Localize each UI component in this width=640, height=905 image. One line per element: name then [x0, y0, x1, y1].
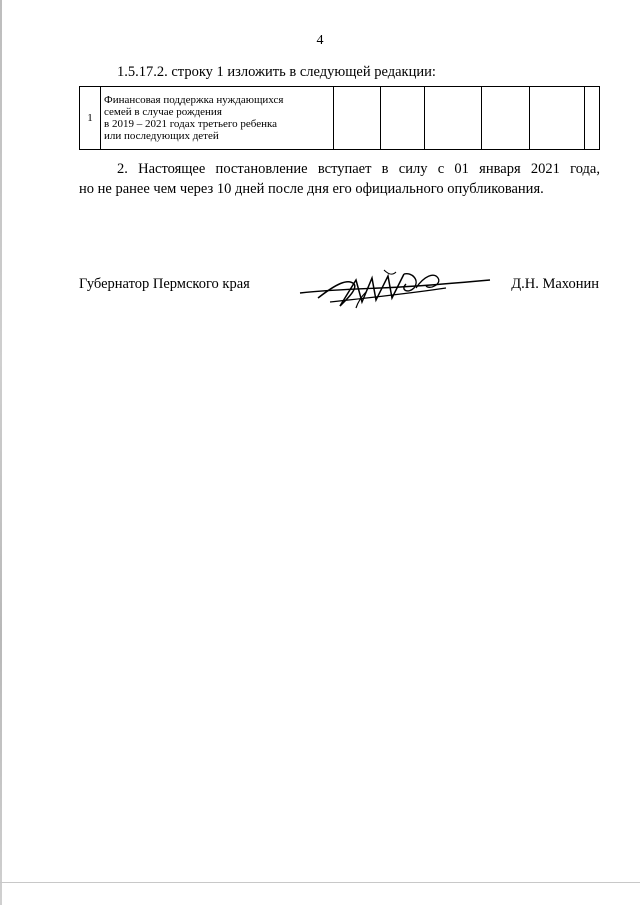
signatory-title: Губернатор Пермского края — [79, 276, 250, 292]
description-line: в 2019 – 2021 годах третьего ребенка — [104, 118, 278, 130]
scan-bottom-line — [0, 882, 640, 883]
paragraph-line: но не ранее чем через 10 дней после дня его официального опубликования. — [79, 181, 544, 197]
handwritten-signature — [296, 262, 492, 312]
paragraph-line: 2. Настоящее постановление вступает в силу с 01 января 2021 года, — [117, 161, 600, 177]
table-row — [80, 87, 600, 150]
description-line: Финансовая поддержка нуждающихся — [104, 94, 284, 106]
signatory-name: Д.Н. Махонин — [511, 276, 599, 292]
description-line: или последующих детей — [104, 130, 219, 142]
empty-cell — [530, 87, 585, 150]
amended-row-table — [79, 86, 600, 150]
empty-cell — [334, 87, 381, 150]
empty-cell — [585, 87, 600, 150]
empty-cell — [381, 87, 425, 150]
scan-left-edge — [0, 0, 2, 905]
empty-cell — [482, 87, 530, 150]
effective-date-paragraph — [79, 159, 600, 199]
empty-cell — [425, 87, 482, 150]
description-line: семей в случае рождения — [104, 106, 222, 118]
amendment-instruction: 1.5.17.2. строку 1 изложить в следующей редакции: — [117, 64, 436, 80]
page-number: 4 — [316, 33, 324, 48]
row-description-cell — [101, 87, 334, 150]
row-number-cell: 1 — [80, 87, 101, 150]
